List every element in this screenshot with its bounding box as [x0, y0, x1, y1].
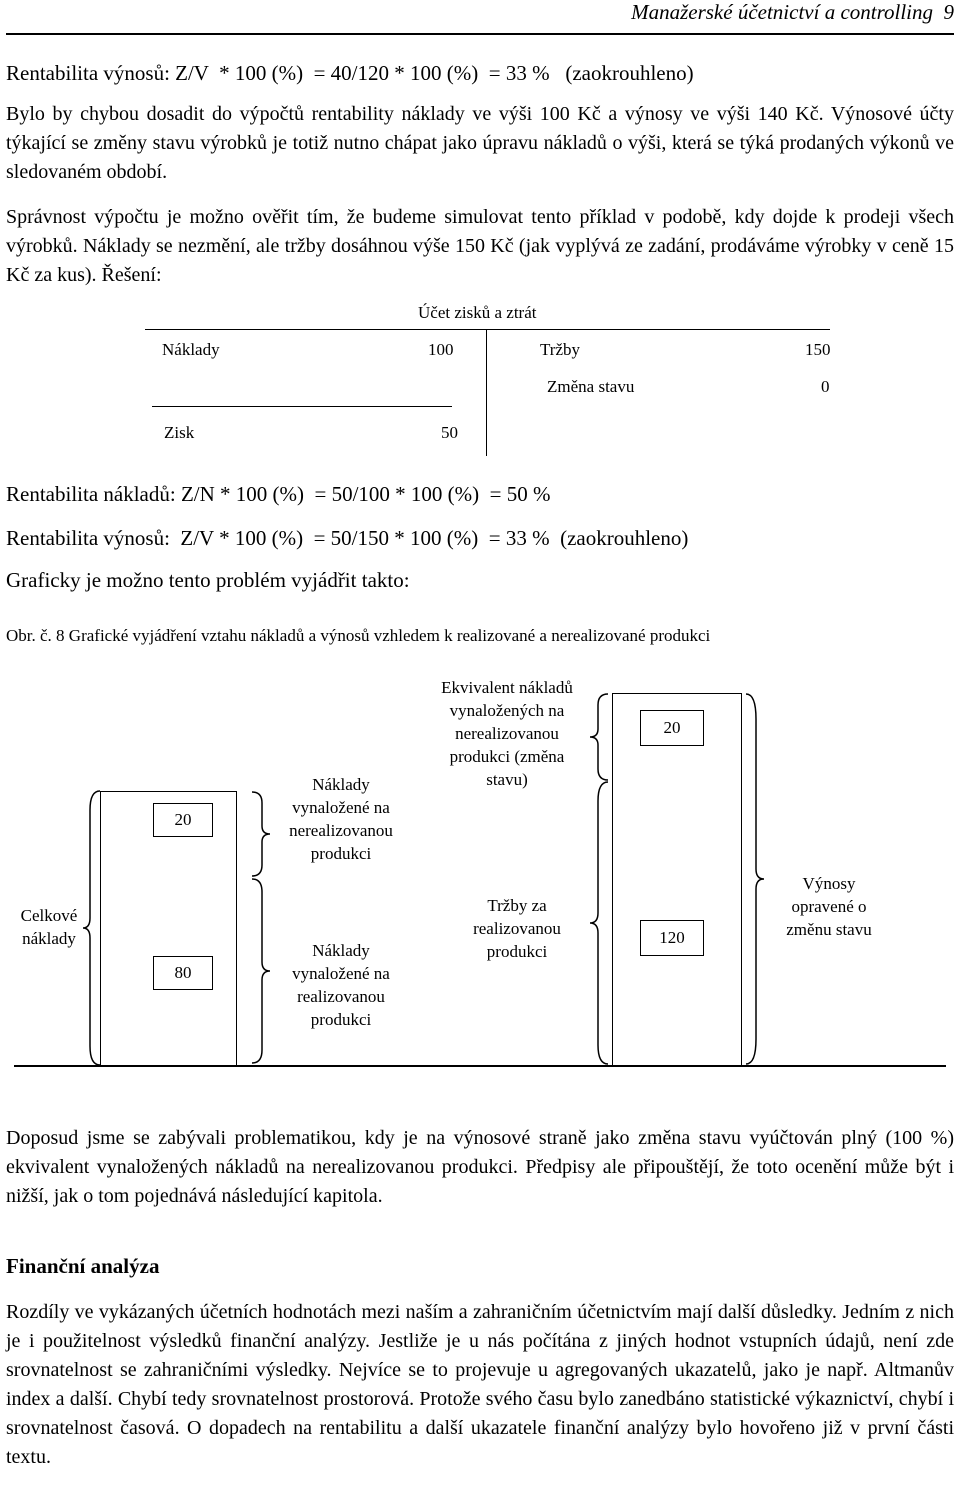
equivalent-label: Ekvivalent nákladů vynaložených na nerealizovanou produkci (změna stavu)	[441, 678, 573, 789]
t-account-top-rule	[145, 329, 830, 330]
costs-subtotal-rule	[152, 406, 452, 407]
formula-revenue-profitability: Rentabilita výnosů: Z/V * 100 (%) = 50/150 * 100 (%) = 33 % (zaokrouhleno)	[6, 526, 689, 550]
revenue-change-value: 20	[640, 710, 704, 746]
cost-unrealized-label: Náklady vynaložené na nerealizovanou produkci	[289, 775, 393, 863]
stock-change-label: Změna stavu	[547, 377, 635, 396]
corrected-revenue-label: Výnosy opravené o změnu stavu	[786, 874, 872, 939]
figure-baseline	[14, 1065, 946, 1067]
formula-cost-profitability: Rentabilita nákladů: Z/N * 100 (%) = 50/100 * 100 (%) = 50 %	[6, 482, 551, 506]
t-account-title: Účet zisků a ztrát	[418, 303, 537, 322]
total-costs-brace	[82, 790, 102, 1066]
costs-label: Náklady	[162, 340, 220, 359]
sales-label: Tržby	[540, 340, 580, 359]
running-header	[631, 0, 954, 25]
t-account-center-rule	[486, 329, 487, 456]
top-formula: Rentabilita výnosů: Z/V * 100 (%) = 40/120 * 100 (%) = 33 % (zaokrouhleno)	[6, 61, 694, 85]
cost-realized-brace	[250, 878, 272, 1064]
graph-intro: Graficky je možno tento problém vyjádřit takto:	[6, 568, 410, 592]
figure-caption: Obr. č. 8 Grafické vyjádření vztahu nákladů a výnosů vzhledem k realizované a nerealizované produkci	[6, 626, 711, 645]
sales-revenue-label: Tržby za realizovanou produkci	[473, 896, 561, 961]
revenue-sales-value: 120	[640, 920, 704, 956]
cost-unrealized-value: 20	[153, 803, 213, 837]
cost-realized-value: 80	[153, 956, 213, 990]
paragraph-4: Rozdíly ve vykázaných účetních hodnotách mezi naším a zahraničním účetnictvím mají další důsledky. Jedním z nich je i použitelnost výsledků finanční analýzy. Jestliže je u nás počítána z jiných hodnot vstupních údajů, není zde srovnatelnost se zahraničními výsledky. Nejvíce se to projevuje u agregovaných ukazatelů, jako je např. Altmanův index a další. Chybí tedy srovnatelnost prostorová. Protože svého času bylo zanedbáno statistické výkaznictví, chybí i srovnatelnost časová. O dopadech na rentabilitu a další ukazatele finanční analýzy bylo hovořeno již v první části textu.	[6, 1301, 954, 1468]
total-costs-label: Celkové náklady	[20, 906, 78, 948]
header-title: Manažerské účetnictví a controlling	[631, 0, 933, 24]
section-heading: Finanční analýza	[6, 1254, 160, 1278]
profit-value: 50	[441, 423, 458, 442]
sales-value: 150	[805, 340, 831, 359]
sales-revenue-brace	[588, 781, 610, 1065]
revenue-bar	[612, 693, 742, 1067]
profit-label: Zisk	[164, 423, 195, 442]
paragraph-3: Doposud jsme se zabývali problematikou, kdy je na výnosové straně jako změna stavu vyúčtován plný (100 %) ekvivalent vynaložených nákladů na nerealizovanou produkci. Předpisy ale připouštějí, že toto ocenění může být i nižší, jak o tom pojednává následující kapitola.	[6, 1127, 954, 1207]
cost-unrealized-brace	[250, 791, 272, 877]
paragraph-2: Správnost výpočtu je možno ověřit tím, že budeme simulovat tento příklad v podobě, kdy dojde k prodeji všech výrobků. Náklady se nezmění, ale tržby dosáhnou výše 150 Kč (jak vyplývá ze zadání, prodáváme výrobky v ceně 15 Kč za kus). Řešení:	[6, 206, 954, 286]
page-number: 9	[943, 0, 954, 24]
cost-realized-label: Náklady vynaložené na realizovanou produkci	[292, 941, 390, 1029]
paragraph-1: Bylo by chybou dosadit do výpočtů rentability náklady ve výši 100 Kč a výnosy ve výši 140 Kč. Výnosové účty týkající se změny stavu výrobků je totiž nutno chápat jako úpravu nákladů o výši, která se týká prodaných výkonů ve sledovaném období.	[6, 103, 954, 183]
header-rule	[6, 33, 954, 35]
equivalent-brace	[588, 693, 610, 781]
corrected-revenue-brace	[744, 693, 766, 1065]
stock-change-value: 0	[821, 377, 830, 396]
costs-value: 100	[428, 340, 454, 359]
